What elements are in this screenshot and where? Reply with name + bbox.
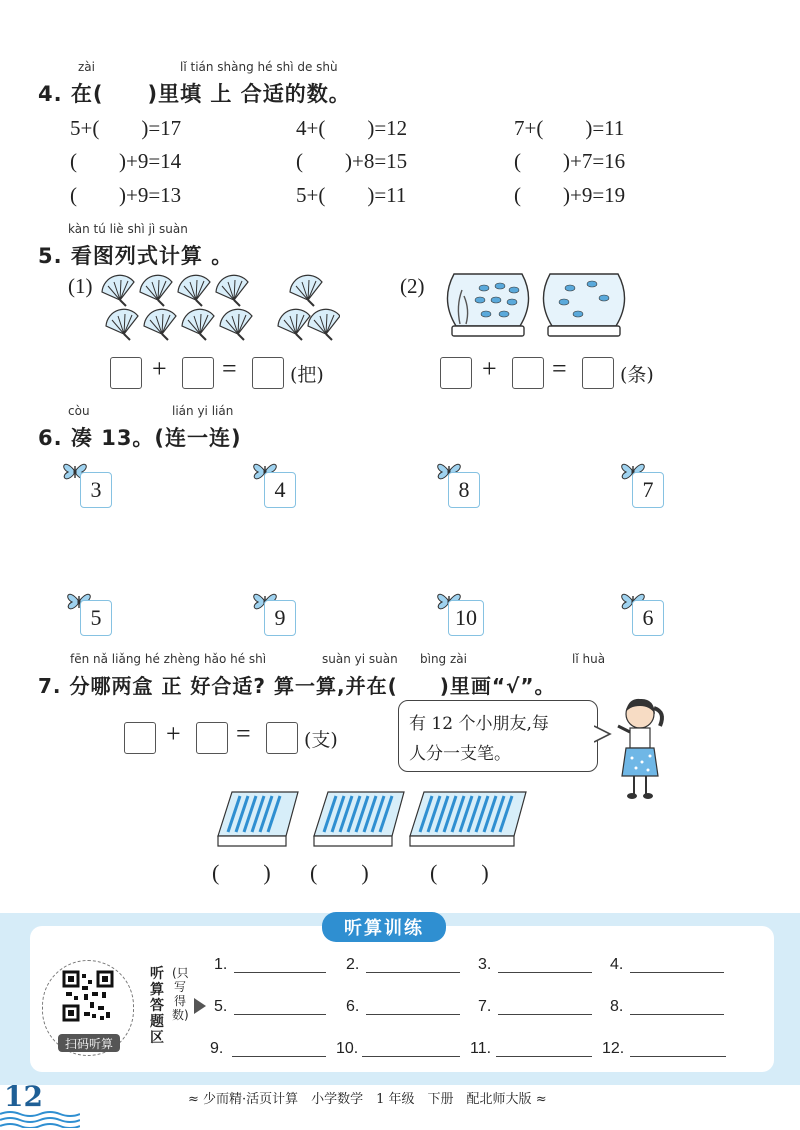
q5-part2-unit: (条)	[620, 364, 654, 386]
number-card[interactable]: 9	[264, 600, 296, 636]
pen-box-3	[410, 792, 526, 846]
number-card[interactable]: 3	[80, 472, 112, 508]
q4-pinyin-2: lǐ tián shàng hé shì de shù	[180, 60, 338, 74]
answer-label: 1.	[214, 956, 228, 973]
fan-icon	[178, 275, 210, 306]
q7-addend-2-box[interactable]	[196, 722, 228, 754]
number-card[interactable]: 6	[632, 600, 664, 636]
answer-label: 10.	[336, 1040, 359, 1057]
choice-blank[interactable]: ( )	[212, 860, 271, 885]
q5-part1-addend-1-box[interactable]	[110, 357, 142, 389]
q5-part1-label: (1)	[68, 274, 93, 298]
listening-tag: 听算训练	[322, 912, 446, 942]
answer-label: 5.	[214, 998, 228, 1015]
answer-blank[interactable]	[496, 1056, 592, 1057]
q5-part1-unit: (把)	[290, 364, 324, 386]
answer-blank[interactable]	[630, 1056, 726, 1057]
speech-line-2: 人分一支笔。	[409, 744, 511, 764]
plus-sign: +	[152, 354, 167, 383]
q7-unit: (支)	[304, 729, 338, 751]
number-card[interactable]: 4	[264, 472, 296, 508]
answer-label: 11.	[470, 1040, 492, 1057]
answer-blank[interactable]	[630, 1014, 724, 1015]
fan-icon	[144, 309, 176, 340]
q5-part1-sum-box[interactable]	[252, 357, 284, 389]
pen-boxes-illustration	[214, 784, 534, 850]
q7-pinyin-1: fēn nǎ liǎng hé zhèng hǎo hé shì	[70, 652, 267, 666]
q5-part2-sum-box[interactable]	[582, 357, 614, 389]
fan-icon	[102, 275, 134, 306]
answer-blank[interactable]	[234, 1014, 326, 1015]
fan-icon	[216, 275, 248, 306]
fishbowl-right	[543, 274, 624, 336]
q5-title: 5. 看图列式计算 。	[38, 244, 234, 268]
footer-text: ≈ 少而精·活页计算 小学数学 1 年级 下册 配北师大版 ≈	[188, 1092, 547, 1107]
q4-equation[interactable]: 7+( )=11	[514, 116, 625, 140]
plus-sign: +	[166, 719, 181, 748]
q4-equation[interactable]: ( )+8=15	[296, 149, 408, 173]
page-number: 12	[4, 1080, 43, 1113]
answer-blank[interactable]	[234, 972, 326, 973]
answer-area-note: (只写得数)	[172, 966, 189, 1022]
equals-sign: =	[222, 354, 237, 383]
plus-sign: +	[482, 354, 497, 383]
q4-title: 4. 在( )里填 上 合适的数。	[38, 82, 351, 106]
answer-blank[interactable]	[366, 1014, 460, 1015]
q4-equation[interactable]: 5+( )=11	[296, 183, 407, 207]
answer-blank[interactable]	[232, 1056, 326, 1057]
listening-panel	[30, 926, 774, 1072]
fan-icon	[220, 309, 252, 340]
q6-pinyin-2: lián yi lián	[172, 404, 234, 418]
fan-icon	[140, 275, 172, 306]
equals-sign: =	[236, 719, 251, 748]
choice-blank[interactable]: ( )	[430, 860, 489, 885]
answer-blank[interactable]	[362, 1056, 460, 1057]
answer-label: 8.	[610, 998, 624, 1015]
fishbowls-illustration	[446, 270, 626, 344]
fan-icon	[290, 275, 322, 306]
girl-illustration	[610, 696, 670, 802]
q7-pinyin-4: lǐ huà	[572, 652, 606, 666]
number-card[interactable]: 7	[632, 472, 664, 508]
q5-part1-addend-2-box[interactable]	[182, 357, 214, 389]
answer-label: 7.	[478, 998, 492, 1015]
answer-blank[interactable]	[498, 1014, 592, 1015]
fans-illustration	[100, 272, 340, 346]
number-card[interactable]: 5	[80, 600, 112, 636]
answer-label: 2.	[346, 956, 360, 973]
fan-icon	[182, 309, 214, 340]
q4-equation[interactable]: ( )+7=16	[514, 149, 626, 173]
fishbowl-left	[447, 274, 528, 336]
fan-icon	[308, 309, 340, 340]
fan-icon	[278, 309, 310, 340]
arrow-right-icon	[194, 998, 206, 1014]
scan-label: 扫码听算	[58, 1034, 120, 1052]
q5-part2-addend-1-box[interactable]	[440, 357, 472, 389]
answer-label: 3.	[478, 956, 492, 973]
q7-pinyin-2: suàn yi suàn	[322, 652, 398, 666]
equals-sign: =	[552, 354, 567, 383]
q6-title: 6. 凑 13。(连一连)	[38, 426, 242, 450]
q4-pinyin-1: zài	[78, 60, 95, 74]
q7-addend-1-box[interactable]	[124, 722, 156, 754]
answer-label: 12.	[602, 1040, 625, 1057]
speech-line-1: 有 12 个小朋友,每	[409, 714, 549, 734]
number-card[interactable]: 8	[448, 472, 480, 508]
wave-decoration	[0, 1110, 80, 1128]
answer-blank[interactable]	[366, 972, 460, 973]
answer-blank[interactable]	[630, 972, 724, 973]
choice-blank[interactable]: ( )	[310, 860, 369, 885]
q5-part2-label: (2)	[400, 274, 425, 298]
q6-pinyin-1: còu	[68, 404, 90, 418]
pen-box-1	[218, 792, 298, 846]
q5-pinyin: kàn tú liè shì jì suàn	[68, 222, 188, 236]
number-card[interactable]: 10	[448, 600, 484, 636]
speech-bubble	[398, 700, 598, 772]
q7-pinyin-3: bìng zài	[420, 652, 467, 666]
q4-equation[interactable]: 4+( )=12	[296, 116, 408, 140]
answer-label: 6.	[346, 998, 360, 1015]
answer-label: 4.	[610, 956, 624, 973]
answer-blank[interactable]	[498, 972, 592, 973]
q4-equation[interactable]: ( )+9=19	[514, 183, 626, 207]
answer-area-label: 听算答题区	[150, 966, 164, 1046]
q5-part2-addend-2-box[interactable]	[512, 357, 544, 389]
pen-box-2	[314, 792, 404, 846]
q4-equation[interactable]: ( )+9=14	[70, 149, 182, 173]
qr-code-icon[interactable]	[62, 970, 114, 1022]
q7-title: 7. 分哪两盒 正 好合适? 算一算,并在( )里画“√”。	[38, 674, 556, 698]
q4-equation[interactable]: ( )+9=13	[70, 183, 182, 207]
fan-icon	[106, 309, 138, 340]
q4-equation[interactable]: 5+( )=17	[70, 116, 182, 140]
q7-sum-box[interactable]	[266, 722, 298, 754]
answer-label: 9.	[210, 1040, 224, 1057]
